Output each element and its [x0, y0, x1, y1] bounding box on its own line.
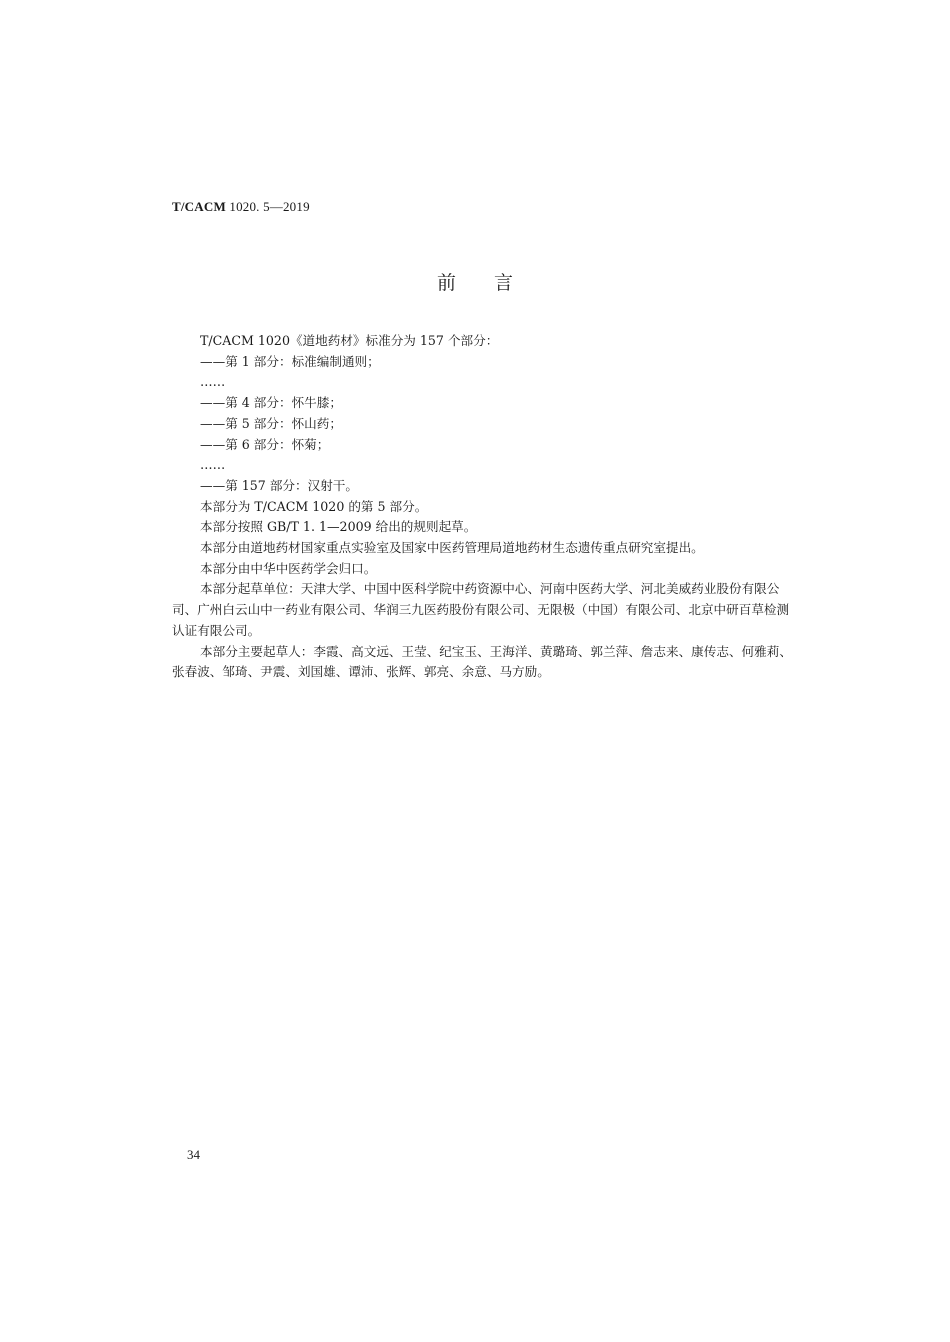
paragraph: 本部分为 T/CACM 1020 的第 5 部分。 [200, 498, 428, 514]
paragraph: 本部分按照 GB/T 1. 1—2009 给出的规则起草。 [200, 519, 477, 535]
paragraph: 本部分主要起草人：李霞、高文远、王莹、纪宝玉、王海洋、黄璐琦、郭兰萍、詹志来、康传志、何雅莉、张春波、邹琦、尹震、刘国雄、谭沛、张辉、郭亮、余意、马方励。 [172, 643, 792, 680]
ellipsis: …… [200, 374, 226, 390]
paragraph: 本部分起草单位：天津大学、中国中医科学院中药资源中心、河南中医药大学、河北美威药业股份有限公司、广州白云山中一药业有限公司、华润三九医药股份有限公司、无限极（中国）有限公司、北京中研百草检测认证有限公司。 [172, 581, 790, 638]
page-title: 前言 [436, 272, 551, 294]
paragraph: ——第 4 部分：怀牛膝； [200, 395, 342, 411]
paragraph: 本部分由中华中医药学会归口。 [200, 560, 377, 576]
foreword-body [172, 331, 800, 683]
paragraph: T/CACM 1020《道地药材》标准分为 157 个部分： [200, 333, 499, 348]
standard-number: 1020. 5—2019 [229, 199, 310, 214]
ellipsis: …… [200, 457, 226, 473]
document-header [172, 199, 310, 215]
paragraph: ——第 5 部分：怀山药； [200, 415, 342, 431]
page-number: 34 [187, 1147, 200, 1162]
paragraph: 本部分由道地药材国家重点实验室及国家中医药管理局道地药材生态遗传重点研究室提出。 [200, 540, 704, 556]
paragraph: ——第 6 部分：怀菊； [200, 436, 330, 452]
paragraph: ——第 1 部分：标准编制通则； [200, 353, 380, 369]
standard-code: T/CACM [172, 199, 226, 214]
paragraph: ——第 157 部分：汉射干。 [200, 477, 358, 493]
